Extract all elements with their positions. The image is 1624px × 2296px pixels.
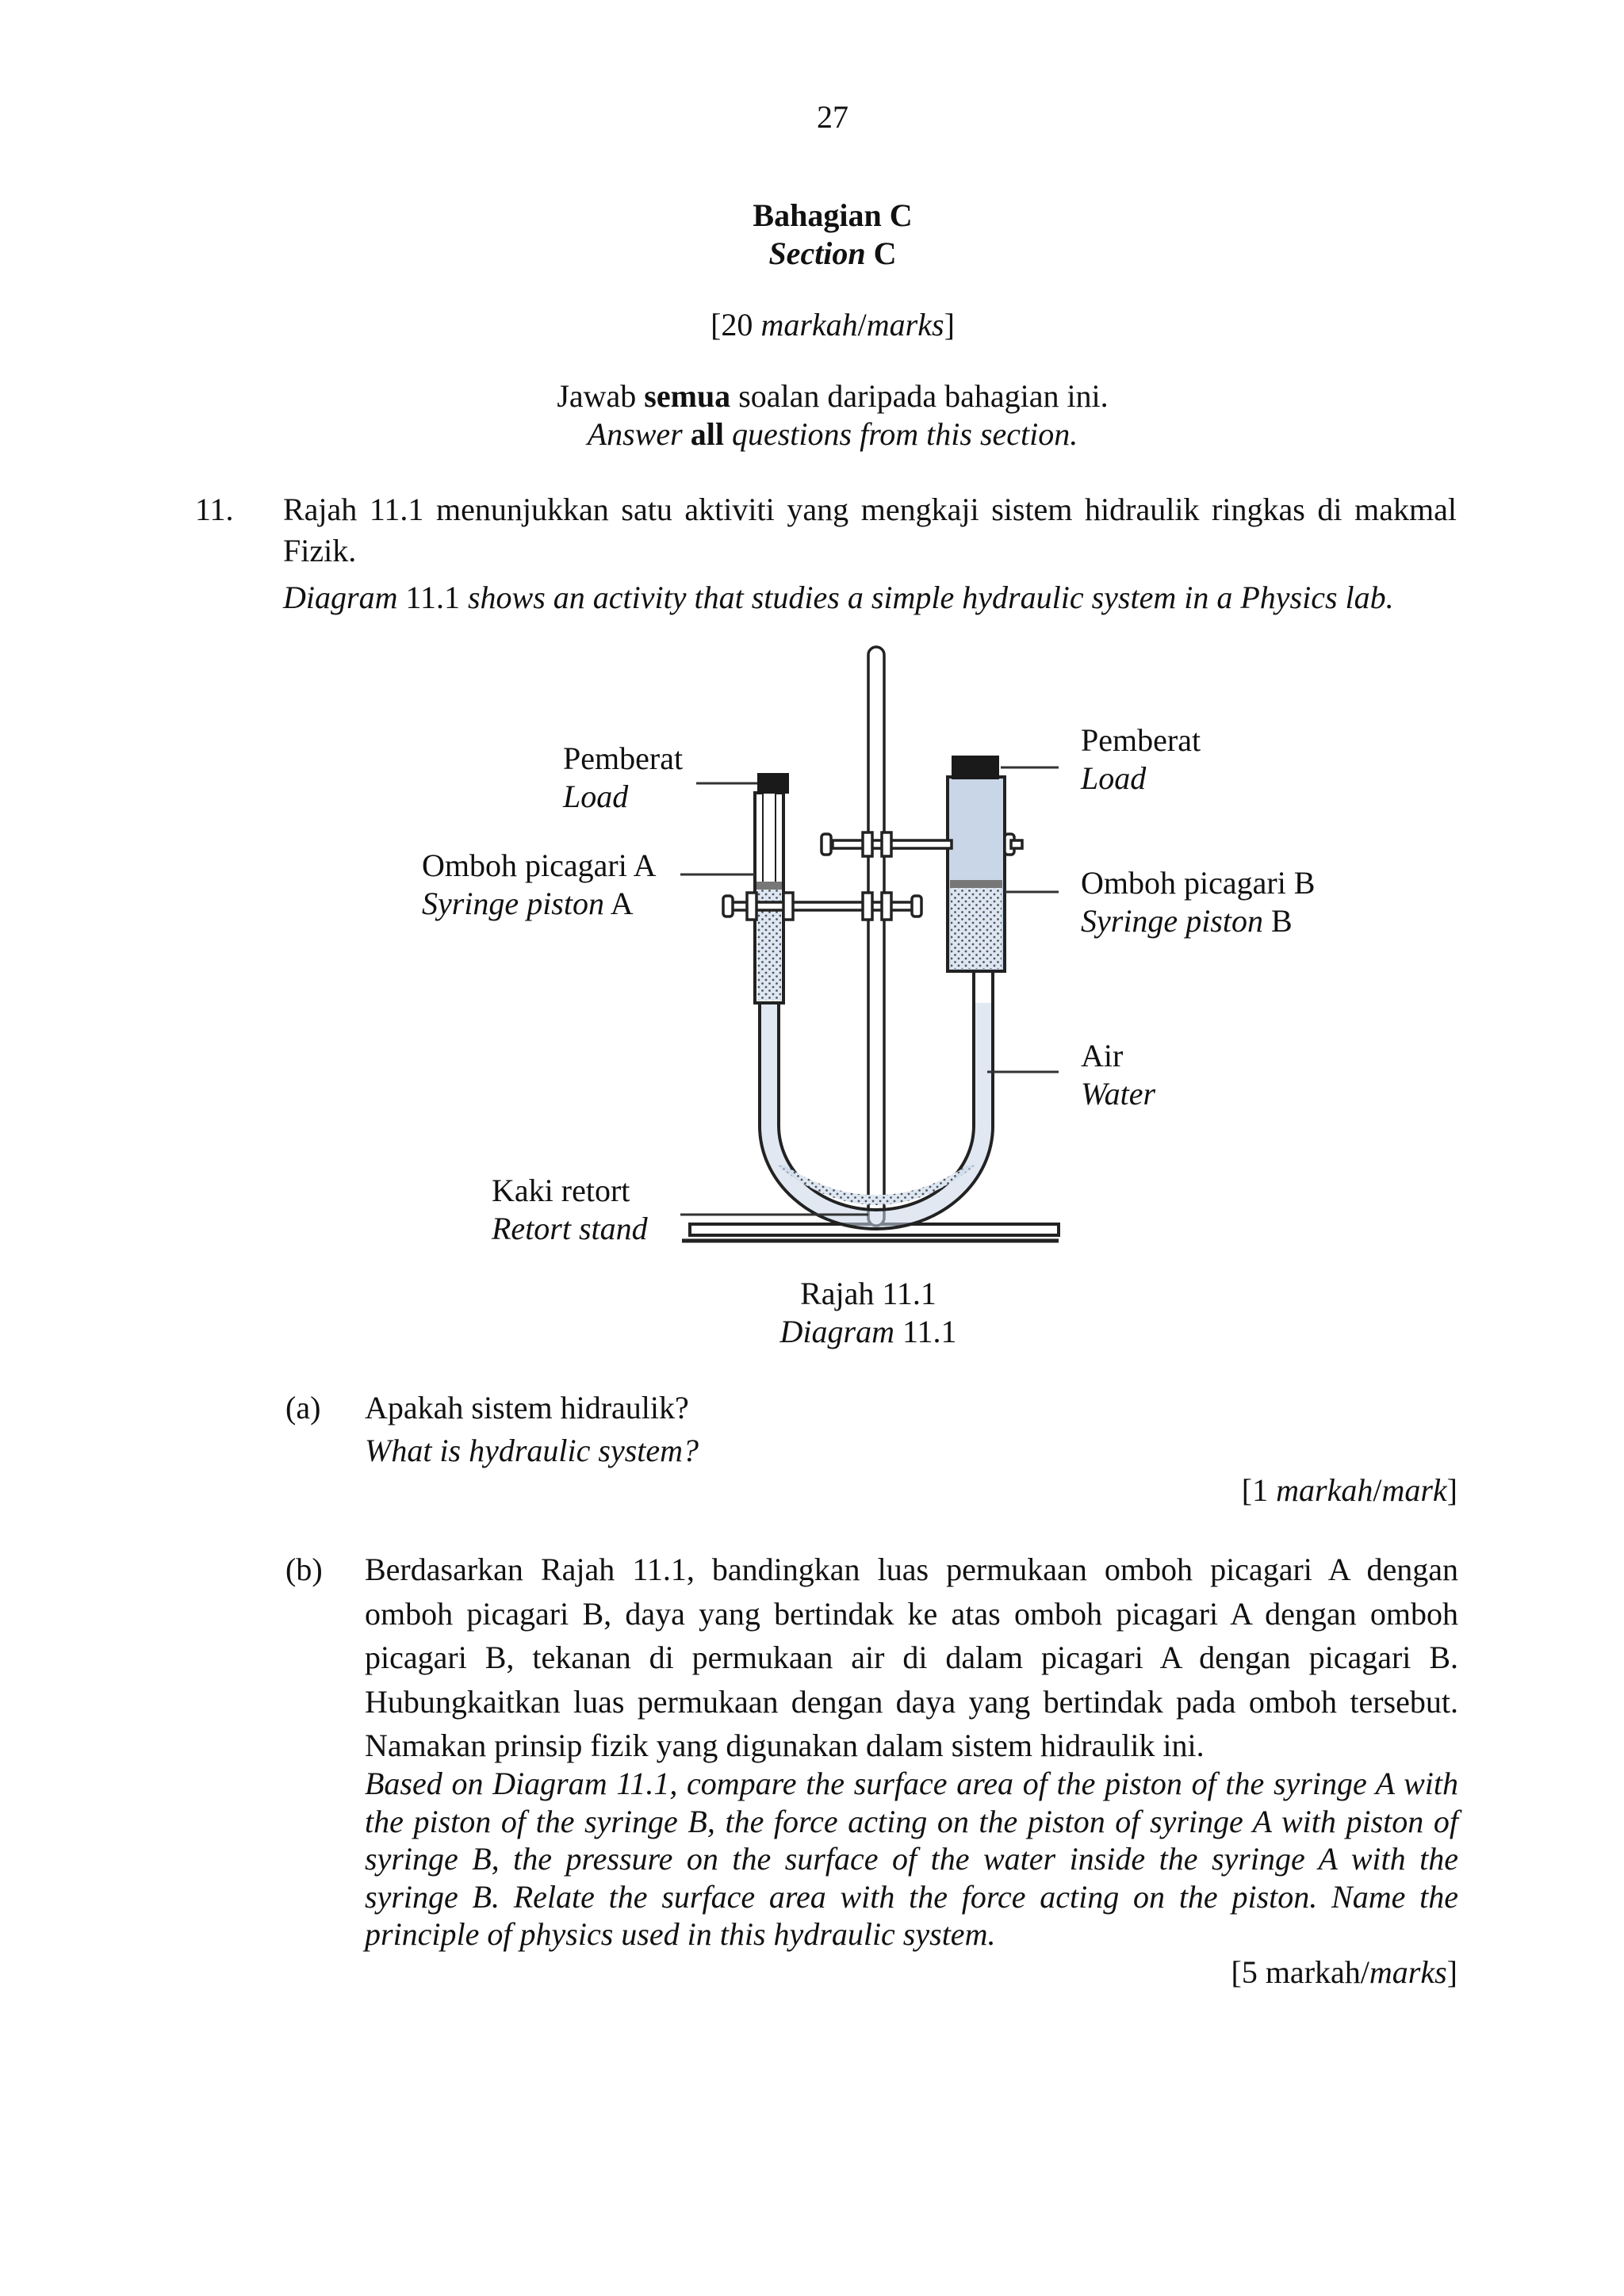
pb-marks-en: marks [1369,1954,1447,1990]
intro-en-num: 11.1 [397,580,468,615]
pa-marks-ms: markah [1276,1472,1373,1508]
label-piston-b-ms: Omboh picagari B [1081,865,1316,901]
pa-marks-open: [1 [1241,1472,1277,1508]
intro-en-diagram: Diagram [283,580,398,615]
instr-en-2: questions from this section. [723,416,1078,452]
section-letter: C [873,235,897,271]
part-b-text-en: Based on Diagram 11.1, compare the surface area of the piston of the syringe A with the piston of the syringe B, the force acting on the piston of syringe A with piston of syringe B, the pressure on the surface of the water inside the syringe A with the syringe B. Relate the surface area with the force acting on the piston. Name the principle of physics used in this hydraulic system. [365,1766,1458,1952]
marks-slash: / [857,307,867,342]
part-a-marks [1242,1471,1457,1510]
page-number: 27 [817,99,848,135]
piston-b-letter: B [1262,903,1293,939]
intro-en-rest: shows an activity that studies a simple hydraulic system in a Physics lab. [467,580,1394,615]
label-stand-en: Retort stand [492,1211,648,1246]
caption-en-num: 11.1 [894,1314,957,1349]
instr-en-1: Answer [587,416,691,452]
part-b-marks [1231,1954,1458,1992]
section-word: Section [768,235,866,271]
label-piston-a-en [422,885,634,923]
part-a-label: (a) [285,1390,321,1425]
marks-en: marks [866,307,944,342]
piston-a-letter: A [603,886,634,921]
pa-marks-close: ] [1446,1472,1457,1508]
piston-a-en-word: Syringe piston [422,886,604,921]
part-b-label: (b) [285,1552,323,1587]
marks-ms: markah [760,307,858,342]
label-load-right-ms: Pemberat [1081,722,1201,758]
question-number: 11. [195,492,234,527]
stand-rod [868,647,884,1226]
load-b [952,756,999,779]
syringe-b-piston [950,880,1002,888]
syringe-b-water [951,888,1002,969]
label-water-en: Water [1081,1076,1156,1112]
caption-en-word: Diagram [779,1314,894,1349]
label-piston-b-en [1081,902,1293,940]
instr-en-bold: all [690,416,724,452]
instr-ms-2: soalan daripada bahagian ini. [730,378,1109,414]
instr-ms-1: Jawab [557,378,645,414]
syringe-a-piston [756,882,782,890]
syringe-a-piston-rod [763,793,776,886]
label-stand-ms: Kaki retort [492,1173,630,1208]
section-title-ms: Bahagian C [753,197,913,233]
label-load-right-en: Load [1081,760,1147,796]
clamp-lower [723,893,921,920]
part-a-text-ms: Apakah sistem hidraulik? [365,1390,689,1425]
diagram-caption-en [710,1313,1027,1351]
pb-marks-close: ] [1446,1954,1457,1990]
question-intro-ms: Rajah 11.1 menunjukkan satu aktiviti yang mengkaji sistem hidraulik ringkas di makmal Fizik. [283,492,1457,568]
pa-marks-slash: / [1373,1472,1382,1508]
part-b-text-ms: Berdasarkan Rajah 11.1, bandingkan luas permukaan omboh picagari A dengan omboh picagari B, daya yang bertindak ke atas omboh picagari A dengan omboh picagari B, tekanan di permukaan air di dalam picagari A dengan picagari B. Hubungkaitkan luas permukaan dengan daya yang bertindak pada omboh tersebut. Namakan prinsip fizik yang digunakan dalam sistem hidraulik ini. [365,1552,1458,1763]
label-load-left-ms: Pemberat [563,740,684,776]
diagram-caption-ms: Rajah 11.1 [800,1276,936,1311]
pb-marks-open: [5 markah [1231,1954,1361,1990]
instr-ms-bold: semua [644,378,731,414]
pa-marks-en: mark [1381,1472,1447,1508]
marks-open: [20 [710,307,761,342]
piston-b-en-word: Syringe piston [1081,903,1263,939]
label-piston-a-ms: Omboh picagari A [422,848,657,883]
label-water-ms: Air [1081,1038,1124,1073]
label-load-left-en: Load [563,779,629,814]
marks-close: ] [944,307,955,342]
pb-marks-slash: / [1360,1954,1369,1990]
load-a [757,773,789,794]
part-a-text-en: What is hydraulic system? [365,1433,699,1468]
